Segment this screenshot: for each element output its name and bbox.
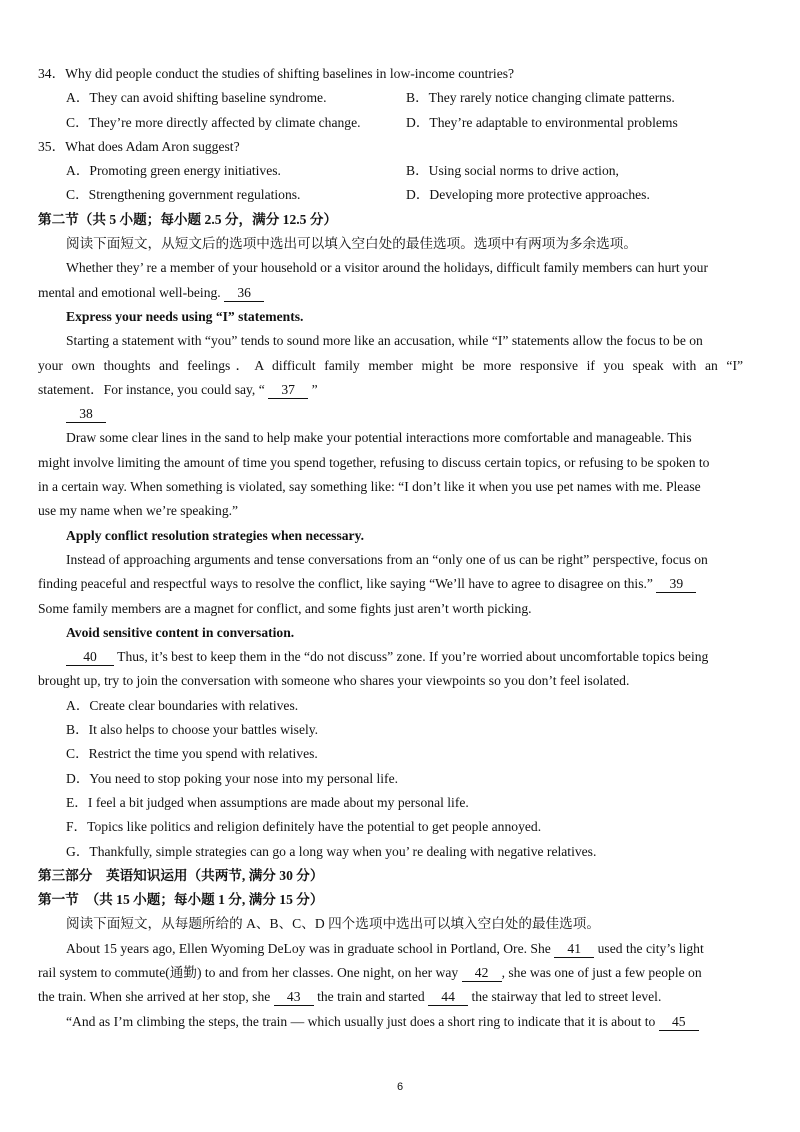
q35-option-a: A．Promoting green energy initiatives.	[66, 163, 281, 179]
part3-heading: 第三部分 英语知识运用（共两节, 满分 30 分）	[38, 867, 324, 883]
passage-p2-line3	[38, 378, 743, 402]
blank-43: 43	[274, 989, 314, 1006]
passage-p1-line2-text: mental and emotional well-being.	[38, 284, 221, 300]
cloze-p1-line3	[38, 985, 743, 1009]
blank-36: 36	[224, 285, 264, 302]
subheading-i-statements: Express your needs using “I” statements.	[66, 308, 304, 324]
q35-options-row1	[38, 159, 743, 183]
cloze-p1-line1	[38, 937, 743, 961]
blank-40: 40	[66, 649, 114, 666]
passage-p2-line1: Starting a statement with “you” tends to sound more like an accusation, while “I” statements allow the focus to be on	[66, 333, 703, 349]
blank-38: 38	[66, 406, 106, 423]
passage-p5-line1	[38, 645, 743, 669]
cloze-p2-line1-text: “And as I’m climbing the steps, the train — which usually just does a short ring to indicate that it is about to	[66, 1013, 656, 1029]
blank-37: 37	[268, 382, 308, 399]
q34-option-b: B．They rarely notice changing climate patterns.	[406, 90, 675, 106]
cloze-p1-line2	[38, 961, 743, 985]
cloze-p1-line1-text-b: used the city’s light	[597, 940, 704, 956]
q35-option-b: B．Using social norms to drive action,	[406, 163, 619, 179]
q34-option-c: C．They’re more directly affected by climate change.	[66, 114, 361, 130]
passage-p2-line3-end: ”	[311, 381, 318, 397]
q35-option-c: C．Strengthening government regulations.	[66, 187, 301, 203]
passage-p2-line2: your own thoughts and feelings．A difficult family member might be more responsive if you speak with an “I”	[38, 357, 743, 373]
passage-p5-line2: brought up, try to join the conversation with someone who shares your viewpoints so you don’t feel isolated.	[38, 673, 630, 689]
q34-options-row2	[38, 111, 743, 135]
cloze-p2-line1	[38, 1010, 743, 1034]
subheading-conflict-resolution: Apply conflict resolution strategies when necessary.	[66, 527, 365, 543]
q34-option-d: D．They’re adaptable to environmental problems	[406, 114, 678, 130]
cloze-p1-line3-text-a: the train. When she arrived at her stop, she	[38, 989, 271, 1005]
passage-p4-line3: Some family members are a magnet for conflict, and some fights just aren’t worth picking.	[38, 600, 532, 616]
passage-p4-line2	[38, 572, 743, 596]
q34-stem: 34．Why did people conduct the studies of shifting baselines in low-income countries?	[38, 66, 515, 81]
q35-options-row2	[38, 183, 743, 207]
blank-45: 45	[659, 1014, 699, 1031]
option-b: B．It also helps to choose your battles wisely.	[66, 722, 319, 738]
q35-option-d: D．Developing more protective approaches.	[406, 187, 650, 203]
section2-heading: 第二节（共 5 小题；每小题 2.5 分，满分 12.5 分）	[38, 211, 338, 227]
cloze-p1-line2-text-b: , she was one of just a few people on	[501, 964, 702, 980]
page-number: 6	[396, 1081, 404, 1093]
option-f: F．Topics like politics and religion definitely have the potential to get people annoyed.	[66, 819, 542, 835]
section2-instruction: 阅读下面短文，从短文后的选项中选出可以填入空白处的最佳选项。选项中有两项为多余选项。	[66, 236, 637, 252]
part3-instruction: 阅读下面短文，从每题所给的 A、B、C、D 四个选项中选出可以填入空白处的最佳选项。	[66, 916, 600, 932]
q35-stem: 35．What does Adam Aron suggest?	[38, 138, 240, 154]
blank-44: 44	[428, 989, 468, 1006]
passage-p2-line3-text: statement．For instance, you could say, “	[38, 381, 265, 397]
option-g: G．Thankfully, simple strategies can go a long way when you’ re dealing with negative relatives.	[66, 843, 597, 859]
passage-p3-line2: might involve limiting the amount of time you spend together, refusing to discuss certain topics, or refusing to be spoken to	[38, 454, 710, 470]
blank-42: 42	[462, 965, 502, 982]
cloze-p1-line3-text-b: the train and started	[317, 989, 425, 1005]
option-e: E．I feel a bit judged when assumptions are made about my personal life.	[66, 794, 469, 810]
subheading-sensitive-content: Avoid sensitive content in conversation.	[66, 624, 295, 640]
cloze-p1-line2-text-a: rail system to commute(通勤) to and from her classes. One night, on her way	[38, 964, 459, 980]
passage-p3-line4: use my name when we’re speaking.”	[38, 503, 239, 519]
passage-p1-line1: Whether they’ re a member of your household or a visitor around the holidays, difficult family members can hurt your	[66, 260, 708, 276]
option-c: C．Restrict the time you spend with relatives.	[66, 746, 318, 762]
passage-p1-line2	[38, 281, 743, 305]
option-d: D．You need to stop poking your nose into my personal life.	[66, 770, 399, 786]
blank-41: 41	[554, 941, 594, 958]
cloze-p1-line1-text-a: About 15 years ago, Ellen Wyoming DeLoy was in graduate school in Portland, Ore. She	[66, 940, 551, 956]
cloze-p1-line3-text-c: the stairway that led to street level.	[471, 989, 662, 1005]
passage-p5-line1-text: Thus, it’s best to keep them in the “do not discuss” zone. If you’re worried about uncomfortable topics being	[117, 649, 709, 665]
passage-blank38-line	[38, 402, 743, 426]
passage-p4-line1: Instead of approaching arguments and tense conversations from an “only one of us can be right” perspective, focus on	[66, 551, 708, 567]
blank-39: 39	[656, 576, 696, 593]
part3-section1-heading: 第一节 （共 15 小题；每小题 1 分, 满分 15 分）	[38, 892, 324, 908]
exam-page	[38, 62, 743, 1034]
passage-p3-line1: Draw some clear lines in the sand to help make your potential interactions more comfortable and manageable. This	[66, 430, 692, 446]
passage-p3-line3: in a certain way. When something is violated, say something like: “I don’t like it when you use pet names with me. Please	[38, 479, 701, 495]
q34-options-row1	[38, 86, 743, 110]
option-a: A．Create clear boundaries with relatives.	[66, 697, 299, 713]
q34-option-a: A．They can avoid shifting baseline syndrome.	[66, 90, 327, 106]
passage-p4-line2-text: finding peaceful and respectful ways to resolve the conflict, like saying “We’ll have to agree to disagree on this.”	[38, 576, 653, 592]
